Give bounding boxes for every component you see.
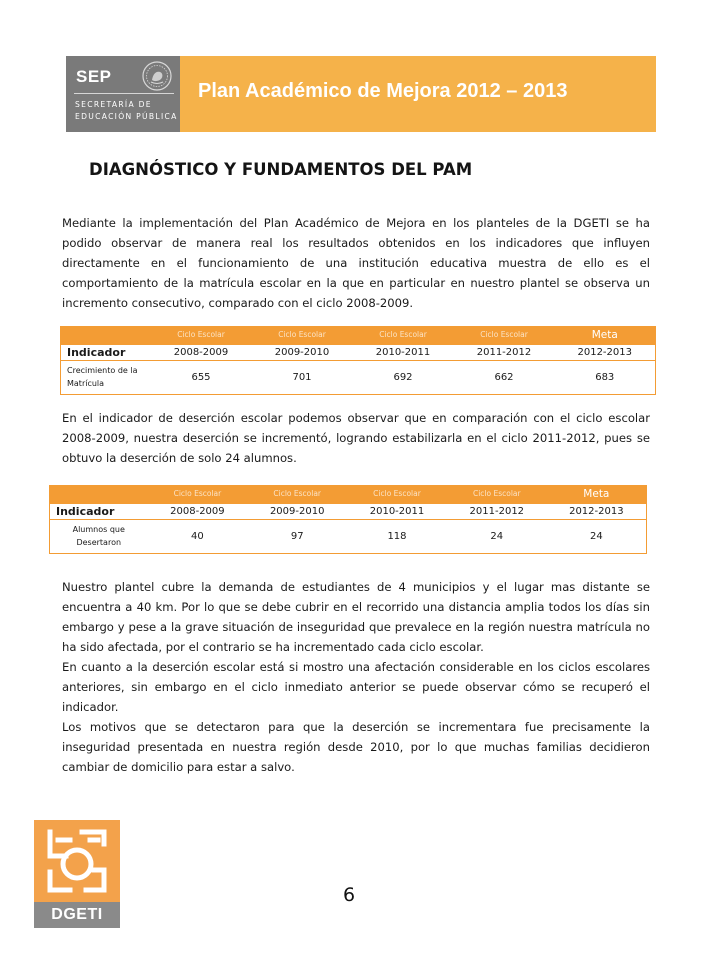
value-cell: 692 <box>353 360 454 394</box>
closing-text-1: Nuestro plantel cubre la demanda de estudiantes de 4 municipios y el lugar mas distante se encuentra a 40 km. Por lo que se debe cubrir en el recorrido una distancia amplia todos los días sin embargo y pese a la grave situación de inseguridad que prevalece en la región nuestra matrícula no ha sido afectada, por el contrario se ha incrementado cada ciclo escolar. <box>62 580 650 654</box>
desertion-paragraph <box>62 408 650 468</box>
header-cell: Ciclo Escolar <box>247 485 347 503</box>
header-cell <box>50 485 148 503</box>
header-cell: Ciclo Escolar <box>151 326 252 344</box>
row-label: Alumnos que Desertaron <box>50 519 148 553</box>
value-cell: 40 <box>148 519 248 553</box>
dgeti-logo <box>34 820 120 928</box>
year-cell: 2012-2013 <box>547 503 647 519</box>
table-row <box>50 519 647 553</box>
intro-text: Mediante la implementación del Plan Académico de Mejora en los planteles de la DGETI se ha podido observar de manera real los resultados obtenidos en los indicadores que influyen directamente en el funcionamiento de una institución educativa muestra de ello es el comportamiento de la matrícula escolar en la que en particular en nuestro plantel se observa un incremento consecutivo, comparado con el ciclo 2008-2009. <box>62 216 650 310</box>
intro-paragraph <box>62 213 650 313</box>
desertion-text: En el indicador de deserción escolar podemos observar que en comparación con el ciclo escolar 2008-2009, nuestra deserción se incrementó, logrando estabilizarla en el ciclo 2011-2012, pues se obtuvo la deserción de solo 24 alumnos. <box>62 411 650 465</box>
document-title: Plan Académico de Mejora 2012 – 2013 <box>198 80 568 102</box>
value-cell: 24 <box>447 519 547 553</box>
dgeti-emblem-icon <box>42 826 112 896</box>
enrollment-table <box>60 326 656 395</box>
dgeti-logo-text: DGETI <box>34 902 120 928</box>
header-cell-meta: Meta <box>555 326 656 344</box>
table-years-row <box>61 344 656 360</box>
table-header-row <box>50 485 647 503</box>
year-cell: 2009-2010 <box>247 503 347 519</box>
header-cell: Ciclo Escolar <box>347 485 447 503</box>
table-row <box>61 360 656 394</box>
header-cell-meta: Meta <box>547 485 647 503</box>
table-header-row <box>61 326 656 344</box>
value-cell: 655 <box>151 360 252 394</box>
mexico-seal-icon <box>141 60 173 92</box>
year-cell: 2011-2012 <box>447 503 547 519</box>
indicator-label: Indicador <box>50 503 148 519</box>
desertion-table <box>49 485 647 554</box>
indicator-label: Indicador <box>61 344 151 360</box>
closing-text-2: En cuanto a la deserción escolar está si mostro una afectación considerable en los ciclos escolares anteriores, sin embargo en el ciclo inmediato anterior se puede observar cómo se recuperó el indicador. <box>62 660 650 714</box>
sep-logo-text: SEP <box>76 67 112 86</box>
value-cell: 683 <box>555 360 656 394</box>
year-cell: 2010-2011 <box>347 503 447 519</box>
year-cell: 2009-2010 <box>252 344 353 360</box>
header-cell: Ciclo Escolar <box>252 326 353 344</box>
value-cell: 97 <box>247 519 347 553</box>
header-banner <box>66 56 656 132</box>
closing-paragraphs <box>62 577 650 777</box>
value-cell: 24 <box>547 519 647 553</box>
closing-text-3: Los motivos que se detectaron para que la deserción se incrementara fue precisamente la inseguridad presentada en nuestra región desde 2010, por lo que muchas familias decidieron cambiar de domicilio para estar a salvo. <box>62 720 650 774</box>
year-cell: 2012-2013 <box>555 344 656 360</box>
table-years-row <box>50 503 647 519</box>
header-cell <box>61 326 151 344</box>
value-cell: 662 <box>454 360 555 394</box>
value-cell: 118 <box>347 519 447 553</box>
header-cell: Ciclo Escolar <box>353 326 454 344</box>
year-cell: 2011-2012 <box>454 344 555 360</box>
sep-agency-line2: EDUCACIÓN PÚBLICA <box>75 112 178 121</box>
header-cell: Ciclo Escolar <box>447 485 547 503</box>
sep-logo <box>66 56 180 132</box>
sep-divider <box>74 93 174 94</box>
year-cell: 2008-2009 <box>151 344 252 360</box>
year-cell: 2010-2011 <box>353 344 454 360</box>
year-cell: 2008-2009 <box>148 503 248 519</box>
sep-agency-line1: SECRETARÍA DE <box>75 100 152 109</box>
header-cell: Ciclo Escolar <box>148 485 248 503</box>
row-label: Crecimiento de la Matrícula <box>61 360 151 394</box>
page-number: 6 <box>343 884 356 906</box>
header-cell: Ciclo Escolar <box>454 326 555 344</box>
section-title: DIAGNÓSTICO Y FUNDAMENTOS DEL PAM <box>89 160 473 179</box>
value-cell: 701 <box>252 360 353 394</box>
